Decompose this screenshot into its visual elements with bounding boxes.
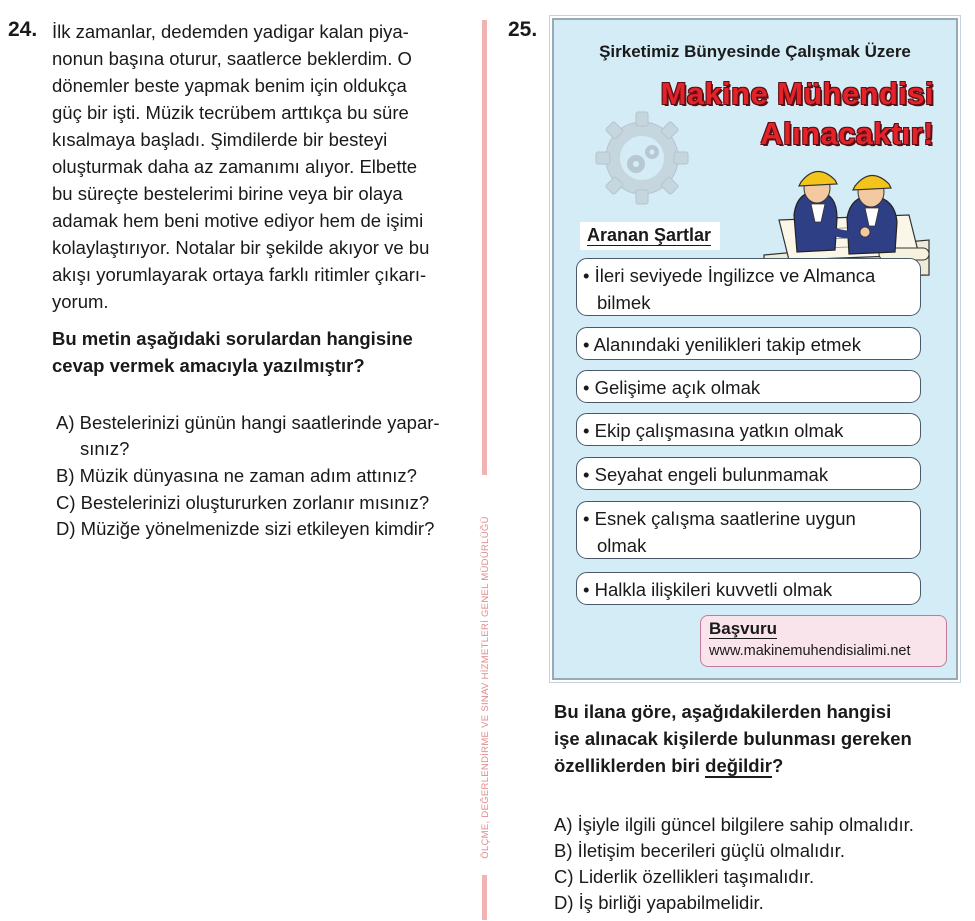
advert-title-line2: Alınacaktır! [760, 116, 934, 151]
requirement-text: • Halkla ilişkileri kuvvetli olmak [583, 579, 833, 600]
passage-line: adamak hem beni motive ediyor hem de işimi [52, 210, 424, 231]
stem-line: Bu metin aşağıdaki sorulardan hangisine [52, 328, 413, 349]
requirement-item [576, 501, 921, 559]
passage-line: güç bir işti. Müzik tecrübem arttıkça bu süre [52, 102, 409, 123]
stem-line: cevap vermek amacıyla yazılmıştır? [52, 355, 365, 376]
question-24-passage [52, 18, 429, 315]
passage-line: kısalmaya başladı. Şimdilerde bir besteyi [52, 129, 388, 150]
question-25-option-c[interactable]: C) Liderlik özellikleri taşımalıdır. [554, 866, 815, 887]
question-25-number: 25. [508, 18, 538, 41]
question-24-option-d[interactable]: D) Müziğe yönelmenizde sizi etkileyen kimdir? [56, 518, 435, 539]
requirement-text: • Alanındaki yenilikleri takip etmek [583, 334, 861, 355]
requirement-text: olmak [597, 535, 647, 556]
requirement-text: • Gelişime açık olmak [583, 377, 761, 398]
question-25-option-d[interactable]: D) İş birliği yapabilmelidir. [554, 892, 764, 913]
passage-line: nonun başına oturur, saatlerce beklerdim. O [52, 48, 412, 69]
question-24-stem [52, 325, 413, 379]
requirement-item [576, 258, 921, 316]
stem-line: işe alınacak kişilerde bulunması gereken [554, 728, 912, 749]
requirement-text: • Esnek çalışma saatlerine uygun [583, 508, 856, 529]
passage-line: dönemler beste yapmak benim için oldukça [52, 75, 407, 96]
question-25-option-b[interactable]: B) İletişim becerileri güçlü olmalıdır. [554, 840, 845, 861]
question-24-option-c[interactable]: C) Bestelerinizi oluştururken zorlanır mısınız? [56, 492, 430, 513]
requirement-item [576, 327, 921, 360]
option-text: sınız? [80, 438, 130, 459]
requirement-text: • İleri seviyede İngilizce ve Almanca [583, 265, 876, 286]
application-url[interactable]: www.makinemuhendisialimi.net [709, 643, 911, 659]
requirement-text: • Seyahat engeli bulunmamak [583, 464, 829, 485]
requirement-text: • Ekip çalışmasına yatkın olmak [583, 420, 844, 441]
requirement-item [576, 457, 921, 490]
divider-bar-top [482, 20, 487, 475]
question-24-number: 24. [8, 18, 38, 41]
requirement-item [576, 572, 921, 605]
stem-line: Bu ilana göre, aşağıdakilerden hangisi [554, 701, 892, 722]
question-25-stem [554, 698, 912, 779]
passage-line: bu süreçte bestelerimi birine veya bir olaya [52, 183, 403, 204]
divider-text: ÖLÇME, DEĞERLENDİRME VE SINAV HİZMETLERİ GENEL MÜDÜRLÜĞÜ [479, 516, 491, 859]
stem-line [554, 752, 912, 779]
stem-text: özelliklerden biri [554, 755, 706, 776]
requirements-label [580, 222, 720, 250]
passage-line: akışı yorumlayarak ortaya farklı ritimler çıkarı- [52, 264, 427, 285]
requirement-item [576, 370, 921, 403]
requirement-item [576, 413, 921, 446]
job-advert [552, 18, 958, 680]
question-24-option-a[interactable] [56, 410, 440, 462]
advert-heading: Şirketimiz Bünyesinde Çalışmak Üzere [599, 42, 911, 61]
emphasized-word: değildir [705, 755, 772, 776]
requirement-text: bilmek [597, 292, 651, 313]
application-label-text: Başvuru [709, 619, 778, 638]
application-label [709, 618, 938, 640]
passage-line: oluşturmak daha az zamanımı alıyor. Elbette [52, 156, 418, 177]
requirements-label-text: Aranan Şartlar [587, 225, 712, 245]
divider-label [479, 490, 491, 885]
passage-line: İlk zamanlar, dedemden yadigar kalan piya- [52, 21, 409, 42]
application-box [700, 615, 947, 667]
stem-text: ? [771, 755, 784, 776]
advert-title-line1: Makine Mühendisi [660, 76, 934, 111]
question-24-option-b[interactable]: B) Müzik dünyasına ne zaman adım attınız? [56, 465, 417, 486]
divider-bar-bottom [482, 875, 487, 920]
question-25-option-a[interactable]: A) İşiyle ilgili güncel bilgilere sahip olmalıdır. [554, 814, 914, 835]
gear-icon [592, 108, 692, 208]
column-divider [479, 20, 491, 920]
passage-line: kolaylaştırıyor. Notalar bir şekilde akıyor ve bu [52, 237, 430, 258]
option-text: A) Bestelerinizi günün hangi saatlerinde yapar- [56, 412, 440, 433]
passage-line: yorum. [52, 291, 109, 312]
